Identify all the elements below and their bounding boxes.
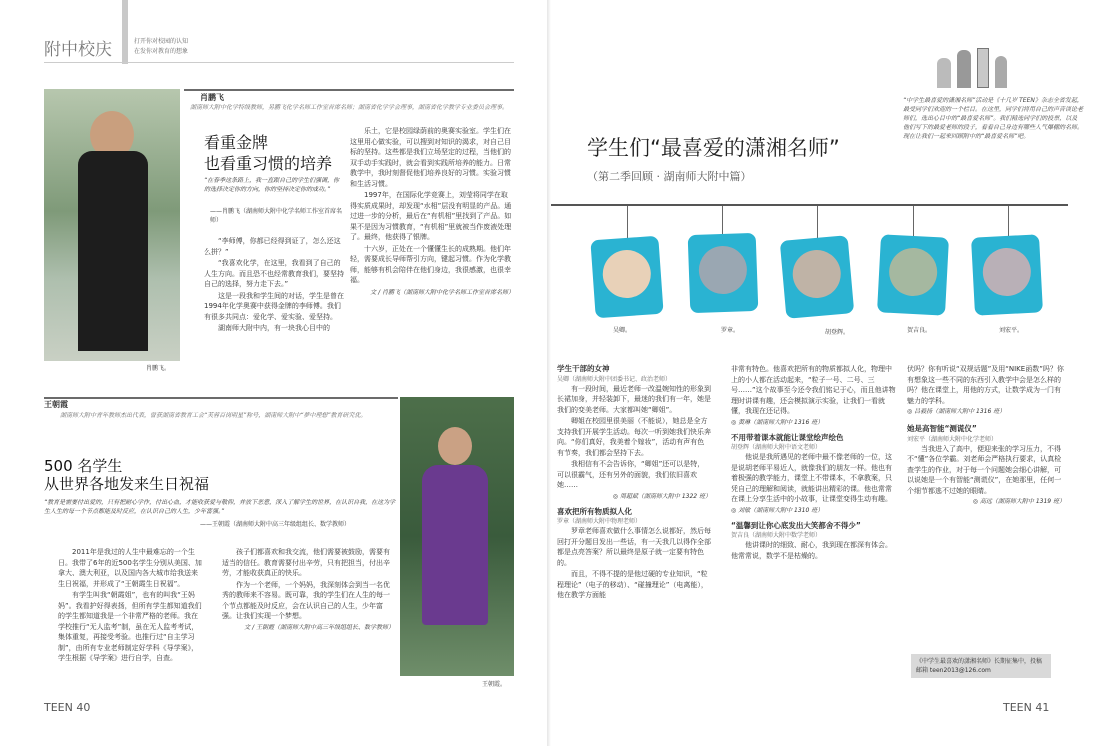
tag-2 — [688, 233, 759, 313]
tag-2-photo — [698, 245, 748, 295]
author-name-1: 肖鹏飞 — [200, 93, 224, 102]
a2-p4: 作为一个老师，一个妈妈，我深刻体会到当一名优秀的教师来不容易。既可靠，我的学生们在人生的每一个节点都能及时反应，会在认识自己的人生，少年富强。让我们实现一个梦想。 — [222, 580, 390, 620]
article2-col2 — [222, 547, 394, 632]
article2-col1 — [58, 547, 202, 665]
tag-3-name: 胡登辉。 — [825, 329, 850, 336]
c1-heading-1: 学生干部的女神 — [557, 364, 610, 373]
tag-4-photo — [888, 247, 938, 297]
tag-4-name: 贺吉良。 — [907, 327, 932, 334]
right-col1 — [557, 364, 711, 602]
teacher-tags — [593, 206, 1063, 340]
photo-caption-1: 肖鹏飞。 — [146, 365, 171, 372]
c1-sub-1: 吴卿（湖南师大附中团委书记、政治老师） — [557, 375, 672, 383]
c3-sub-2: 刘宏平（湖南师大附中化学老师） — [907, 435, 998, 443]
a2-p3: 孩子们都喜欢和我交流，他们需要被鼓励，需要有适当的信任。教育需要付出辛劳，只有把担当，付出辛劳，才能收获真正的快乐。 — [222, 548, 390, 577]
c3-t1: 伏吗？你有听说“双规话题”及用“NIKE函数”吗？你有想象这一些不同的东西引入教学中会是怎么样的吗？他在课堂上，用他的方式，让数学成为一门有魅力的学科。 — [907, 365, 1064, 405]
a1-p1: “李师傅，你都已经得到证了，怎么还这么拼？” — [204, 237, 341, 256]
author-bio-1: 湖南师大附中化学特级教师，另鹏飞化学名师工作室首席名师；湖南省化学学会理事，湖南省化学教学专业委员会理事。 — [190, 104, 509, 111]
c2-sig-1: ◎ 黄琳（湖南师大附中 1316 班） — [731, 418, 824, 426]
article2-title-1: 500 名学生 — [44, 457, 123, 475]
a2-p2: 有学生叫我“朝霞姐”，也有的叫我“王妈妈”。我看护好得表扬，但所有学生都知道我们的学生都知道我是一个非常严格的老师。我在学校推行“无人监考”制，虽在无人监考考试，集体重复，再接受考验。也推行过“自主学习制”，由所有专业老师制定好学科《导学案》，学生根据《导学案》进行自学，自查。 — [58, 591, 202, 662]
a1-p3: 这是一段我和学生间的对话，学生是曾在1994年化学奥赛中获得金牌的李师傅。我们有很多共同点：爱化学、爱实验、爱坚持。 — [204, 291, 344, 321]
c1-t4: 罗章老师喜欢做什么事情怎么说都好，然后每回打开分题目发出一些话，有一天我几以得作全部都是点亮答案？所以最终是原子就一定要有特色的。 — [557, 527, 711, 567]
c2-heading-2: 不用带着课本就能让课堂绘声绘色 — [731, 432, 844, 442]
tag-3 — [780, 235, 855, 319]
a1-p2: “我喜欢化学，在这里，我看到了自己的人生方向。而且恐不也经常教育我们，要坚持自己的选择，努力走下去。” — [204, 259, 344, 288]
author-name-2: 王朝霞 — [44, 400, 68, 409]
section-header-bar — [122, 0, 128, 64]
person-head-2 — [438, 427, 472, 465]
c1-sig-1: ◎ 周超斌（湖南师大附中 1322 班） — [612, 492, 711, 500]
c1-sub-2: 罗章（湖南师大附中物理老师） — [557, 518, 642, 525]
tag-5-name: 刘宏平。 — [999, 327, 1024, 334]
person-body — [78, 151, 148, 351]
right-col2 — [731, 364, 897, 562]
photo-xiao-pengfei — [44, 89, 180, 361]
feature-subtitle: （第二季回顾 · 湖南师大附中篇） — [587, 170, 752, 183]
c2-t3: 他讲课时的细致、耐心，我到现在都深有体会。他常常说，数学不是枯燥的。 — [731, 541, 892, 560]
tag-1 — [590, 236, 663, 319]
tag-4 — [877, 234, 949, 315]
feature-title: 学生们“最喜爱的潇湘名师” — [587, 136, 840, 160]
photo-wang-zhaoxia — [400, 397, 514, 676]
c2-sub-3: 贺吉良（湖南师大附中数学老师） — [731, 532, 822, 539]
article1-title-1: 看重金牌 — [204, 133, 269, 152]
intro-box: “中学生最喜爱的潇湘名师”活动是《十几岁 TEEN》杂志全省发起，最受同学们欢迎的一个栏目。在这里，同学们将用自己的声音谈论老师们，选出心目中的“最喜爱名师”。我们精选同学们的投票，以及他们写下的最爱老师的段子，看看自己身边有哪些人气爆棚的名师。现在让我们一起来回顾附中的“最喜爱名师”吧。 — [903, 97, 1084, 140]
name-bar-1 — [184, 89, 514, 91]
char-4-icon — [995, 56, 1007, 88]
a2-p1: 2011年是我过的人生中最难忘的一个生日。我带了6年的近500名学生分别从美国、加拿大、澳大利亚，以及国内各大城市给我送来生日祝福，并形成了“王朝霞生日祝福”。 — [58, 548, 202, 588]
c2-t2: 他说是我所遇见的老师中最不像老师的一位，这是说胡老师平易近人，就像我们的朋友一样。他也有着极强的教学能力，课堂上不带课本，不拿教案，只凭自己的理解和阅读，就能讲出精彩的课。他也常常在课上分享生活中的小故事，让课堂变得生动有趣。 — [731, 453, 892, 503]
tag-5 — [971, 234, 1043, 315]
page-footer-left: TEEN 40 — [44, 701, 91, 714]
right-col3 — [907, 364, 1065, 506]
c1-t1: 有一段时间，最近老师一改温婉知性的形象到长裙加身，并轻装卸下，最迷的我们有一年，她是我们的变美老师。大家都叫她“卿姐”。 — [557, 384, 711, 414]
section-sub1: 打开你对校园的认知 — [134, 38, 189, 45]
photo-caption-2: 王朝霞。 — [482, 681, 507, 688]
a1-p5: 乐土，它是校园绿荫前的奥赛实验室。学生们在这里用心做实验，可以搜到对知识的渴求，对自己目标的坚持。这些都是我们立场坚定的过程，当他们的双手动手实践时，就会看到实践所培养的能力。日常教学中，我时刻督促他们培养良好的习惯。实验习惯和生活习惯。 — [350, 127, 511, 188]
tag-5-photo — [982, 247, 1032, 297]
c3-heading-2: 她是高智能“测谎仪” — [907, 424, 977, 433]
author-bio-2: 湖南师大附中青年教师杰出代表，曾获湖南省教育工会“芙蓉百岗明星”称号，湖南师大附中“夢中理想”教育研究优。 — [60, 412, 367, 419]
section-title: 附中校庆 — [44, 40, 112, 60]
decorative-characters — [937, 48, 1007, 88]
c1-t5: 而且，不得不提的是他过硬的专业知识，“粒程理论”（电子的移动）、“碰撞理论”（电离能），他在教学方面能 — [557, 570, 708, 599]
char-3-icon — [977, 48, 989, 88]
section-subtitle — [134, 37, 188, 57]
c1-t2: 卿姐在校园里很美丽（不能说），她总是全方支持我们开展学生活动。每次一听到她我们快乐奔向。“你们真好，我美着个嫁妆”，活动有声有色有节奏，我们都会坚持下去。 — [557, 417, 711, 457]
tag-string-5 — [1008, 206, 1009, 236]
tag-2-name: 罗章。 — [721, 327, 740, 334]
article2-quote-source: ——王朝霞（湖南师大附中高三年级组组长、数学教师） — [200, 521, 351, 528]
tag-string-2 — [722, 206, 723, 234]
right-page — [551, 0, 1099, 746]
person-body-2 — [422, 465, 488, 625]
article1-col2 — [350, 126, 514, 297]
char-2-icon — [957, 50, 971, 88]
c2-t1: 非常有特色。他喜欢把所有的物质都拟人化，物理中上的小人都在活动起来，“粒子一号、二号、三号……”这个故事至今还令我们铭记于心，而且他讲物理时讲课有趣，还会模拟演示实验，让我们一看就懂，我现在还记得。 — [731, 365, 896, 415]
c2-sub-2: 胡登辉（湖南师大附中语文老师） — [731, 444, 822, 451]
tag-string-1 — [627, 206, 628, 238]
c3-sig-1: ◎ 吕毅扬（湖南师大附中 1316 班） — [907, 408, 1006, 415]
article2-title-2: 从世界各地发来生日祝福 — [44, 475, 210, 493]
c3-sig-2: ◎ 高远（湖南师大附中 1319 班） — [972, 498, 1065, 505]
c3-t2: 当我进入了高中，便迎来张的学习压力，不得不“懂”各位学霸。刘老师会严格执行要求，认真检查学生的作业，对于每一个问题她会细心讲解，可以说她是一个有智能“测谎仪”，在她那里，任何一个细节都逃不过她的眼睛。 — [907, 444, 1062, 495]
tag-string-3 — [817, 206, 818, 238]
article1-col1 — [204, 236, 344, 335]
left-page — [0, 0, 549, 746]
article1-quote-source: ——肖鹏飞（湖南师大附中化学名师工作室首席名师） — [210, 208, 343, 224]
article1-quote: “在春季这条路上，我一直跟自己的学生们强调，你的选择决定你的方向，你的坚持决定你的成功。” — [204, 177, 340, 193]
tag-string-4 — [913, 206, 914, 236]
c1-heading-2: 喜欢把所有物质拟人化 — [557, 506, 632, 516]
name-bar-2 — [44, 397, 398, 399]
a1-byline: 文 / 肖鹏飞（湖南师大附中化学名师工作室首席名师） — [370, 288, 514, 296]
section-sub2: 在发你对教育的想象 — [134, 48, 189, 55]
a1-p6: 1997年，在国际化学竞赛上，刘莹将同学在取得实质成果时，却发现“水相”层没有明显的产品。通过进一步的分析，最后在“有机相”里找到了产品。如果不是因为习惯教育，“有机相”里就被当作废液处理了。最终，他获得了银牌。 — [350, 191, 512, 241]
tag-1-name: 吴卿。 — [613, 327, 632, 334]
c1-t3: 我相信有不会告诉你，“卿姐”还可以是特，可以很霸气，还有另外的面貌，我们依旧喜欢她…… — [557, 460, 705, 489]
a2-byline: 文 / 王朝霞（湖南师大附中高三年级组组长、数学教师） — [244, 623, 394, 631]
tag-1-photo — [601, 248, 652, 299]
article1-title-2: 也看重习惯的培养 — [204, 154, 333, 173]
section-rule — [44, 62, 514, 63]
char-1-icon — [937, 58, 951, 88]
a1-p7: 十六岁，正处在一个懂懂生长的成熟期。他们年轻，需要成长导师帮引方向，键起习惯。作为化学教师，能够有机会陪伴在他们身边，我很感激，也很幸福。 — [350, 244, 511, 284]
c2-sig-2: ◎ 刘敏（湖南师大附中 1310 班） — [731, 506, 824, 514]
c2-heading-3: “温馨到让你心底发出大笑都舍不得少” — [731, 520, 861, 530]
tag-3-photo — [791, 248, 843, 300]
a1-p4: 湖南师大附中内，有一块我心目中的 — [218, 324, 330, 332]
article2-quote: “教育是需要付出爱的，只有把耐心学作，付出心血，才能收获爱与敬仰，并放下恶意，深入了解学生的世界，在认识自我，在这为学生人生的每一个节点都能及时反应，在认识自己的人生，少年富强。” — [44, 499, 396, 515]
page-footer-right: TEEN 41 — [1003, 701, 1050, 714]
submission-box: 《中学生最喜欢的潇湘名师》长期征集中，投稿邮箱 teen2013@126.com — [911, 654, 1051, 678]
